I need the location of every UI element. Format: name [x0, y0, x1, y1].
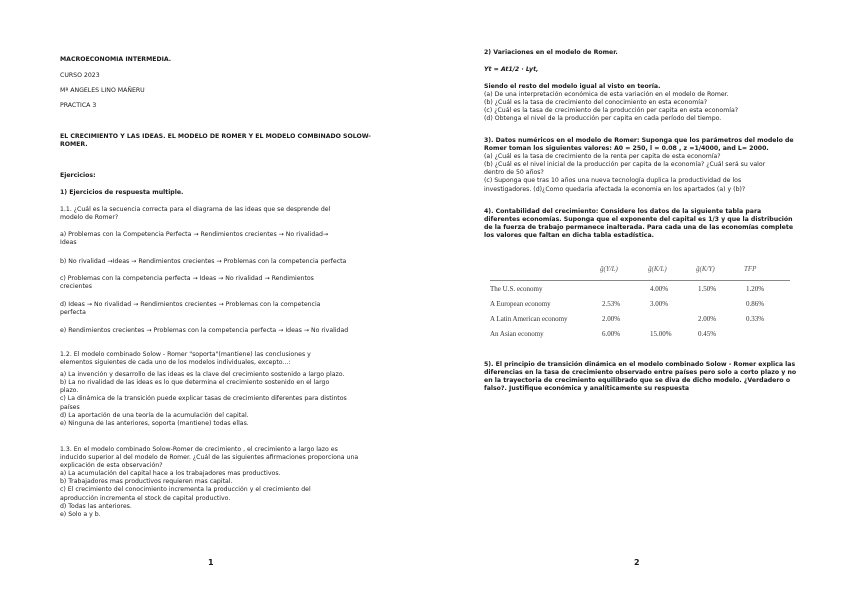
table-cell: 6.00%: [602, 329, 621, 338]
page-2: [424, 0, 848, 600]
question-2-items: (a) De una interpretación económica de esta variación en el modelo de Romer. (b) ¿Cuál es la tasa de crecimiento del conocimiento en esta economía? (c) ¿Cuál es la tasa de crecimiento de la producción per capita en esta economía? (d) Obtenga el nivel de la producción per capita en cada período del tiempo.: [484, 91, 739, 123]
page-number-2: 2: [634, 558, 640, 567]
table-row: [490, 311, 790, 326]
table-cell: [696, 296, 744, 311]
table-header-row: [490, 258, 790, 281]
option-1-1-a: a) Problemas con la Competencia Perfecta → Rendimientos crecientes → No rivalidad→ Ideas: [60, 231, 329, 247]
table-cell: A European economy: [490, 299, 551, 308]
table-cell: 1.50%: [696, 281, 744, 297]
table-cell: 0.45%: [698, 329, 717, 338]
question-2-intro: Siendo el resto del modelo igual al visto en teoría.: [484, 83, 661, 90]
table-row: [490, 326, 790, 341]
table-cell: [744, 326, 790, 341]
question-5: 5). El principio de transición dinámica en el modelo combinado Solow - Romer explica las diferencias en la tasa de crecimiento observado entre países pero solo a corto plazo y no en la trayectoria de crecimiento equilibrado que se diva de dicho modelo. ¿Verdadero o falso?. Justifique económica y analíticamente su respuesta: [484, 361, 797, 393]
question-3: 3). Datos numéricos en el modelo de Romer: Suponga que los parámetros del modelo de Romer toman los siguientes valores: A0 = 250, l = 0.08 , z =1/4000, and L= 2000. (a) ¿Cuál es la tasa de crecimiento de la renta per capita de esta economía? (b) ¿Cuál es el nivel inicial de la producción per capita de la economía? ¿Cuál será su valor dentro de 50 años? (c) Suponga que tras 10 años una nueva tecnología duplica la productividad de los investigadores. (d)¿Como quedaria afectada la economia en los apartados (a) y (b)?: [484, 137, 794, 193]
table-cell: 2.00%: [602, 314, 621, 323]
romer-equation: Yt = At1/2 · Lyt,: [484, 66, 539, 73]
ejercicios-heading: Ejercicios:: [60, 172, 96, 179]
table-cell: 4.00%: [648, 281, 696, 297]
question-2-heading: 2) Variaciones en el modelo de Romer.: [484, 49, 618, 56]
table-cell: 2.53%: [602, 299, 621, 308]
table-cell: 15.00%: [650, 329, 672, 338]
table-cell: The U.S. economy: [490, 281, 600, 297]
table-header-cell: ḡ(K/L): [648, 258, 696, 281]
option-1-1-d: d) Ideas → No rivalidad → Rendimientos crecientes → Problemas con la competencia perfecta: [60, 301, 321, 317]
question-1-3: 1.3. En el modelo combinado Solow-Romer de crecimiento , el crecimiento a largo lazo es inducido superior al del modelo de Romer. ¿Cuál de las siguientes afirmaciones proporciona una explicación de esta observación? a) La acumulación del capital hace a los trabajadores mas productivos. b) Trabajadores mas productivos requieren mas capital. c) El crecimiento del conocimiento incrementa la producción y el crecimiento del aproducción incrementa el stock de capital productivo. d) Todas las anteriores. e) Solo a y b.: [60, 446, 359, 518]
table-cell: 0.33%: [746, 314, 765, 323]
table-cell: A Latin American economy: [490, 314, 568, 323]
question-1-2: 1.2. El modelo combinado Solow - Romer "soporta"(mantiene) las conclusiones y elementos siguientes de cada uno de los modelos individuales, excepto...: a) La invención y desarrollo de las ideas es la clave del crecimiento sostenido a largo plazo. b) La no rivalidad de las ideas es lo que determina el crecimiento sostenido en el largo plazo. c) La dinámica de la transición puede explicar tasas de crecimiento diferentes para distintos países d) La aportación de una teoría de la acumulación del capital. e) Ninguna de las anteriores, soporta (mantiene) todas ellas.: [60, 351, 347, 427]
table-header-cell: TFP: [744, 258, 790, 281]
table-cell: 2.00%: [698, 314, 717, 323]
option-1-1-b: b) No rivalidad →Ideas → Rendimientos crecientes → Problemas con la competencia perfecta: [60, 258, 347, 265]
page-number-1: 1: [208, 558, 214, 567]
document-title: EL CRECIMIENTO Y LAS IDEAS. EL MODELO DE ROMER Y EL MODELO COMBINADO SOLOW- ROMER.: [60, 133, 371, 149]
growth-accounting-table: [490, 258, 790, 341]
table-header-cell: ḡ(K/Y): [696, 258, 744, 281]
question-4: 4). Contabilidad del crecimiento: Considere los datos de la siguiente tabla para diferentes economías. Suponga que el exponente del capital es 1/3 y que la distribución de la fuerza de trabajo permanece inalterada. Para cada una de las economías complete los valores que faltan en dicha tabla estadística.: [484, 208, 794, 240]
table-header-cell: [490, 258, 600, 281]
table-cell: 0.86%: [746, 299, 765, 308]
question-1-1: 1.1. ¿Cuál es la secuencia correcta para el diagrama de las ideas que se desprende del modelo de Romer?: [60, 206, 331, 222]
table-cell: [600, 281, 648, 297]
table-row: [490, 281, 790, 297]
table-header-cell: ḡ(Y/L): [600, 258, 648, 281]
table-cell: 3.00%: [650, 299, 669, 308]
table-cell: An Asian economy: [490, 329, 544, 338]
course-year: CURSO 2023: [60, 72, 100, 79]
section-1-heading: 1) Ejercicios de respuesta multiple.: [60, 189, 184, 196]
table-cell: 1.20%: [744, 281, 790, 297]
table-cell: [648, 311, 696, 326]
instructor-name: Mª ANGELES LINO MAÑERU: [60, 87, 145, 94]
table-row: [490, 296, 790, 311]
practice-number: PRACTICA 3: [60, 102, 97, 109]
course-title: MACROECONOMIA INTERMEDIA.: [60, 56, 172, 63]
option-1-1-e: e) Rendimientos crecientes → Problemas con la competencia perfecta → Ideas → No rivalidad: [60, 327, 349, 334]
option-1-1-c: c) Problemas con la competencia perfecta → Ideas → No rivalidad → Rendimientos crecientes: [60, 275, 314, 291]
